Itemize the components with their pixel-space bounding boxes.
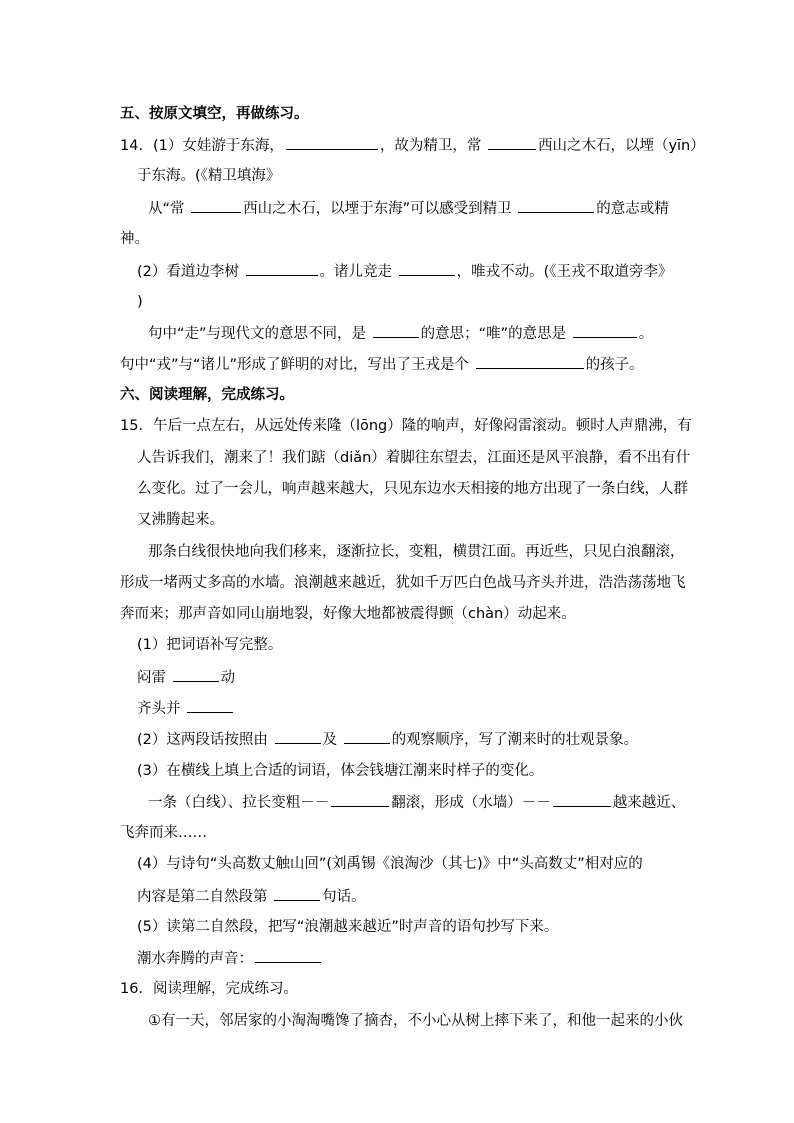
q15-sub5-answer: 潮水奔腾的声音： <box>137 948 794 968</box>
blank-q14-2[interactable] <box>488 135 536 150</box>
q15-sub4-l1: (4）与诗句“头高数丈触山回”(刘禹锡《浪淘沙（其七)》中“头高数丈”相对应的 <box>137 856 643 872</box>
q15-sub1-word2: 齐头并 <box>137 698 794 718</box>
q15-p1-l3: 么变化。过了一会儿，响声越来越大，只见东边水天相接的地方出现了一条白线，人群 <box>137 481 688 497</box>
blank-q14-4[interactable] <box>518 198 594 213</box>
blank-q15-8[interactable] <box>255 948 321 963</box>
blank-q14-9[interactable] <box>476 354 584 369</box>
q15-sub2: (2）这两段话按照由 及 的观察顺序，写了潮来时的壮观景象。 <box>137 729 794 749</box>
q15-p2-l3: 奔而来；那声音如同山崩地裂，好像大地都被震得颤（chàn）动起来。 <box>120 606 576 622</box>
blank-q14-6[interactable] <box>399 261 455 276</box>
blank-q15-7[interactable] <box>274 886 320 901</box>
q15-p1-l2: 人告诉我们，潮来了！我们踮（diǎn）着脚往东望去，江面还是风平浪静，看不出有什 <box>137 450 691 466</box>
blank-q15-3[interactable] <box>275 729 321 744</box>
section5-heading: 五、按原文填空，再做练习。 <box>120 106 309 122</box>
q15-p1-l1: 15．午后一点左右，从远处传来隆（lōng）隆的响声，好像闷雷滚动。顿时人声鼎沸，有 <box>120 418 692 434</box>
q14-2-line2: ) <box>137 294 143 310</box>
blank-q14-3[interactable] <box>191 198 241 213</box>
blank-q14-1[interactable] <box>286 135 378 150</box>
q14-line1: 14．(1）女娃游于东海， ，故为精卫，常 西山之木石，以堙（yīn） <box>120 135 794 155</box>
q16-title: 16．阅读理解，完成练习。 <box>120 981 298 997</box>
q15-sub3: (3）在横线上填上合适的词语，体会钱塘江潮来时样子的变化。 <box>137 763 544 779</box>
q15-p1-l4: 又沸腾起来。 <box>137 512 224 528</box>
q15-sub4-l2: 内容是第二自然段第 句话。 <box>137 886 794 906</box>
q15-sub3-l2: 飞奔而来…… <box>120 825 207 841</box>
q14-line3: 从“常 西山之木石，以堙于东海”可以感受到精卫 的意志或精 <box>148 198 794 218</box>
q15-sub1: (1）把词语补写完整。 <box>137 637 283 653</box>
q15-sub3-l1: 一条（白线）、拉长变粗－－ 翻滚，形成（水墙）－－ 越来越近、 <box>148 792 794 812</box>
blank-q15-6[interactable] <box>553 792 611 807</box>
blank-q15-1[interactable] <box>173 667 219 682</box>
blank-q15-5[interactable] <box>331 792 389 807</box>
q14-2-line3: 句中“走”与现代文的意思不同，是 的意思；“唯”的意思是 。 <box>148 323 794 343</box>
blank-q15-2[interactable] <box>187 698 233 713</box>
q14-line2: 于东海。(《精卫填海》 <box>137 168 281 184</box>
blank-q14-8[interactable] <box>573 323 637 338</box>
q15-p2-l2: 形成一堵两丈多高的水墙。浪潮越来越近，犹如千万匹白色战马齐头并进，浩浩荡荡地飞 <box>120 575 686 591</box>
q16-p1: ①有一天，邻居家的小淘淘嘴馋了摘杏，不小心从树上摔下来了，和他一起来的小伙 <box>148 1013 683 1029</box>
q15-sub1-word1: 闷雷 动 <box>137 667 794 687</box>
q15-sub5: (5）读第二自然段，把写“浪潮越来越近”时声音的语句抄写下来。 <box>137 919 559 935</box>
q14-line4: 神。 <box>120 231 149 247</box>
blank-q15-4[interactable] <box>344 729 390 744</box>
section6-heading: 六、阅读理解，完成练习。 <box>120 387 294 403</box>
blank-q14-7[interactable] <box>373 323 419 338</box>
q14-2-line1: (2）看道边李树 。诸儿竞走 ，唯戎不动。(《王戎不取道旁李》 <box>137 261 794 281</box>
q15-p2-l1: 那条白线很快地向我们移来，逐渐拉长，变粗，横贯江面。再近些，只见白浪翻滚， <box>148 544 685 560</box>
blank-q14-5[interactable] <box>246 261 318 276</box>
q14-2-line4: 句中“戎”与“诸儿”形成了鲜明的对比，写出了王戎是个 的孩子。 <box>120 354 794 374</box>
